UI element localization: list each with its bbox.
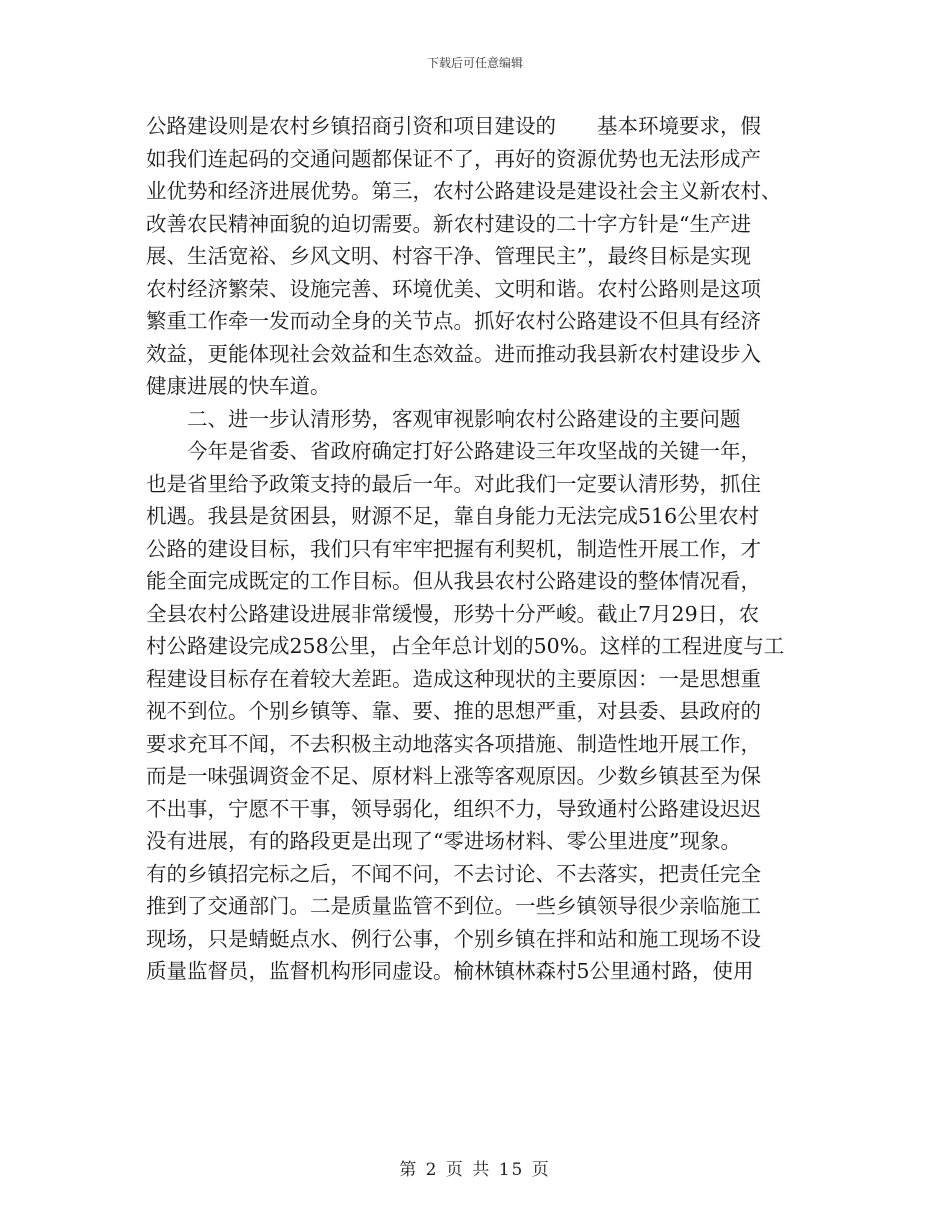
page-footer: 第 2 页 共 15 页 bbox=[399, 1160, 551, 1180]
text-line: 能全面完成既定的工作目标。但从我县农村公路建设的整体情况看， bbox=[146, 569, 761, 593]
document-body bbox=[146, 110, 810, 988]
text-line: 业优势和经济进展优势。第三，农村公路建设是建设社会主义新农村、 bbox=[146, 179, 782, 203]
paragraph-main bbox=[146, 435, 810, 988]
text-line: 没有进展，有的路段更是出现了“零进场材料、零公里进度”现象。 bbox=[146, 829, 741, 853]
text-line: 也是省里给予政策支持的最后一年。对此我们一定要认清形势，抓住 bbox=[146, 471, 761, 496]
text-line: 机遇。我县是贫困县，财源不足，靠自身能力无法完成516公里农村 bbox=[146, 504, 760, 528]
text-line: 而是一味强调资金不足、原材料上涨等客观原因。少数乡镇甚至为保 bbox=[146, 764, 761, 788]
text-line: 全县农村公路建设进展非常缓慢，形势十分严峻。截止7月29日，农 bbox=[146, 601, 760, 626]
text-line: 村公路建设完成258公里，占全年总计划的50%。这样的工程进度与工 bbox=[146, 634, 785, 658]
paragraph-continuation bbox=[146, 110, 810, 403]
text-line: 改善农民精神面貌的迫切需要。新农村建设的二十字方针是“生产进 bbox=[146, 211, 751, 236]
text-line: 如我们连起码的交通问题都保证不了，再好的资源优势也无法形成产 bbox=[146, 146, 761, 171]
text-line: 现场，只是蜻蜓点水、例行公事，个别乡镇在拌和站和施工现场不设 bbox=[146, 926, 761, 951]
text-line: 质量监督员，监督机构形同虚设。榆林镇林森村5公里通村路，使用 bbox=[146, 959, 754, 983]
text-line: 农村经济繁荣、设施完善、环境优美、文明和谐。农村公路则是这项 bbox=[146, 276, 761, 301]
section-heading: 二、进一步认清形势，客观审视影响农村公路建设的主要问题 bbox=[187, 406, 741, 431]
text-line: 不出事，宁愿不干事，领导弱化，组织不力，导致通村公路建设迟迟 bbox=[146, 796, 761, 821]
text-line: 健康进展的快车道。 bbox=[146, 374, 331, 398]
text-line: 视不到位。个别乡镇等、靠、要、推的思想严重，对县委、县政府的 bbox=[146, 699, 761, 723]
text-line: 有的乡镇招完标之后，不闻不问，不去讨论、不去落实，把责任完全 bbox=[146, 861, 761, 886]
text-line: 效益，更能体现社会效益和生态效益。进而推动我县新农村建设步入 bbox=[146, 341, 761, 366]
text-line: 程建设目标存在着较大差距。造成这种现状的主要原因：一是思想重 bbox=[146, 666, 761, 691]
text-line: 展、生活宽裕、乡风文明、村容干净、管理民主”，最终目标是实现 bbox=[146, 244, 751, 268]
text-line: 公路建设则是农村乡镇招商引资和项目建设的 基本环境要求，假 bbox=[146, 114, 761, 138]
text-line: 推到了交通部门。二是质量监管不到位。一些乡镇领导很少亲临施工 bbox=[146, 894, 761, 918]
text-line: 要求充耳不闻，不去积极主动地落实各项措施、制造性地开展工作， bbox=[146, 731, 761, 756]
text-line: 今年是省委、省政府确定打好公路建设三年攻坚战的关键一年， bbox=[187, 439, 761, 463]
text-line: 公路的建设目标，我们只有牢牢把握有利契机，制造性开展工作，才 bbox=[146, 536, 761, 561]
text-line: 繁重工作牵一发而动全身的关节点。抓好农村公路建设不但具有经济 bbox=[146, 309, 761, 333]
page-header: 下载后可任意编辑 bbox=[426, 56, 523, 70]
